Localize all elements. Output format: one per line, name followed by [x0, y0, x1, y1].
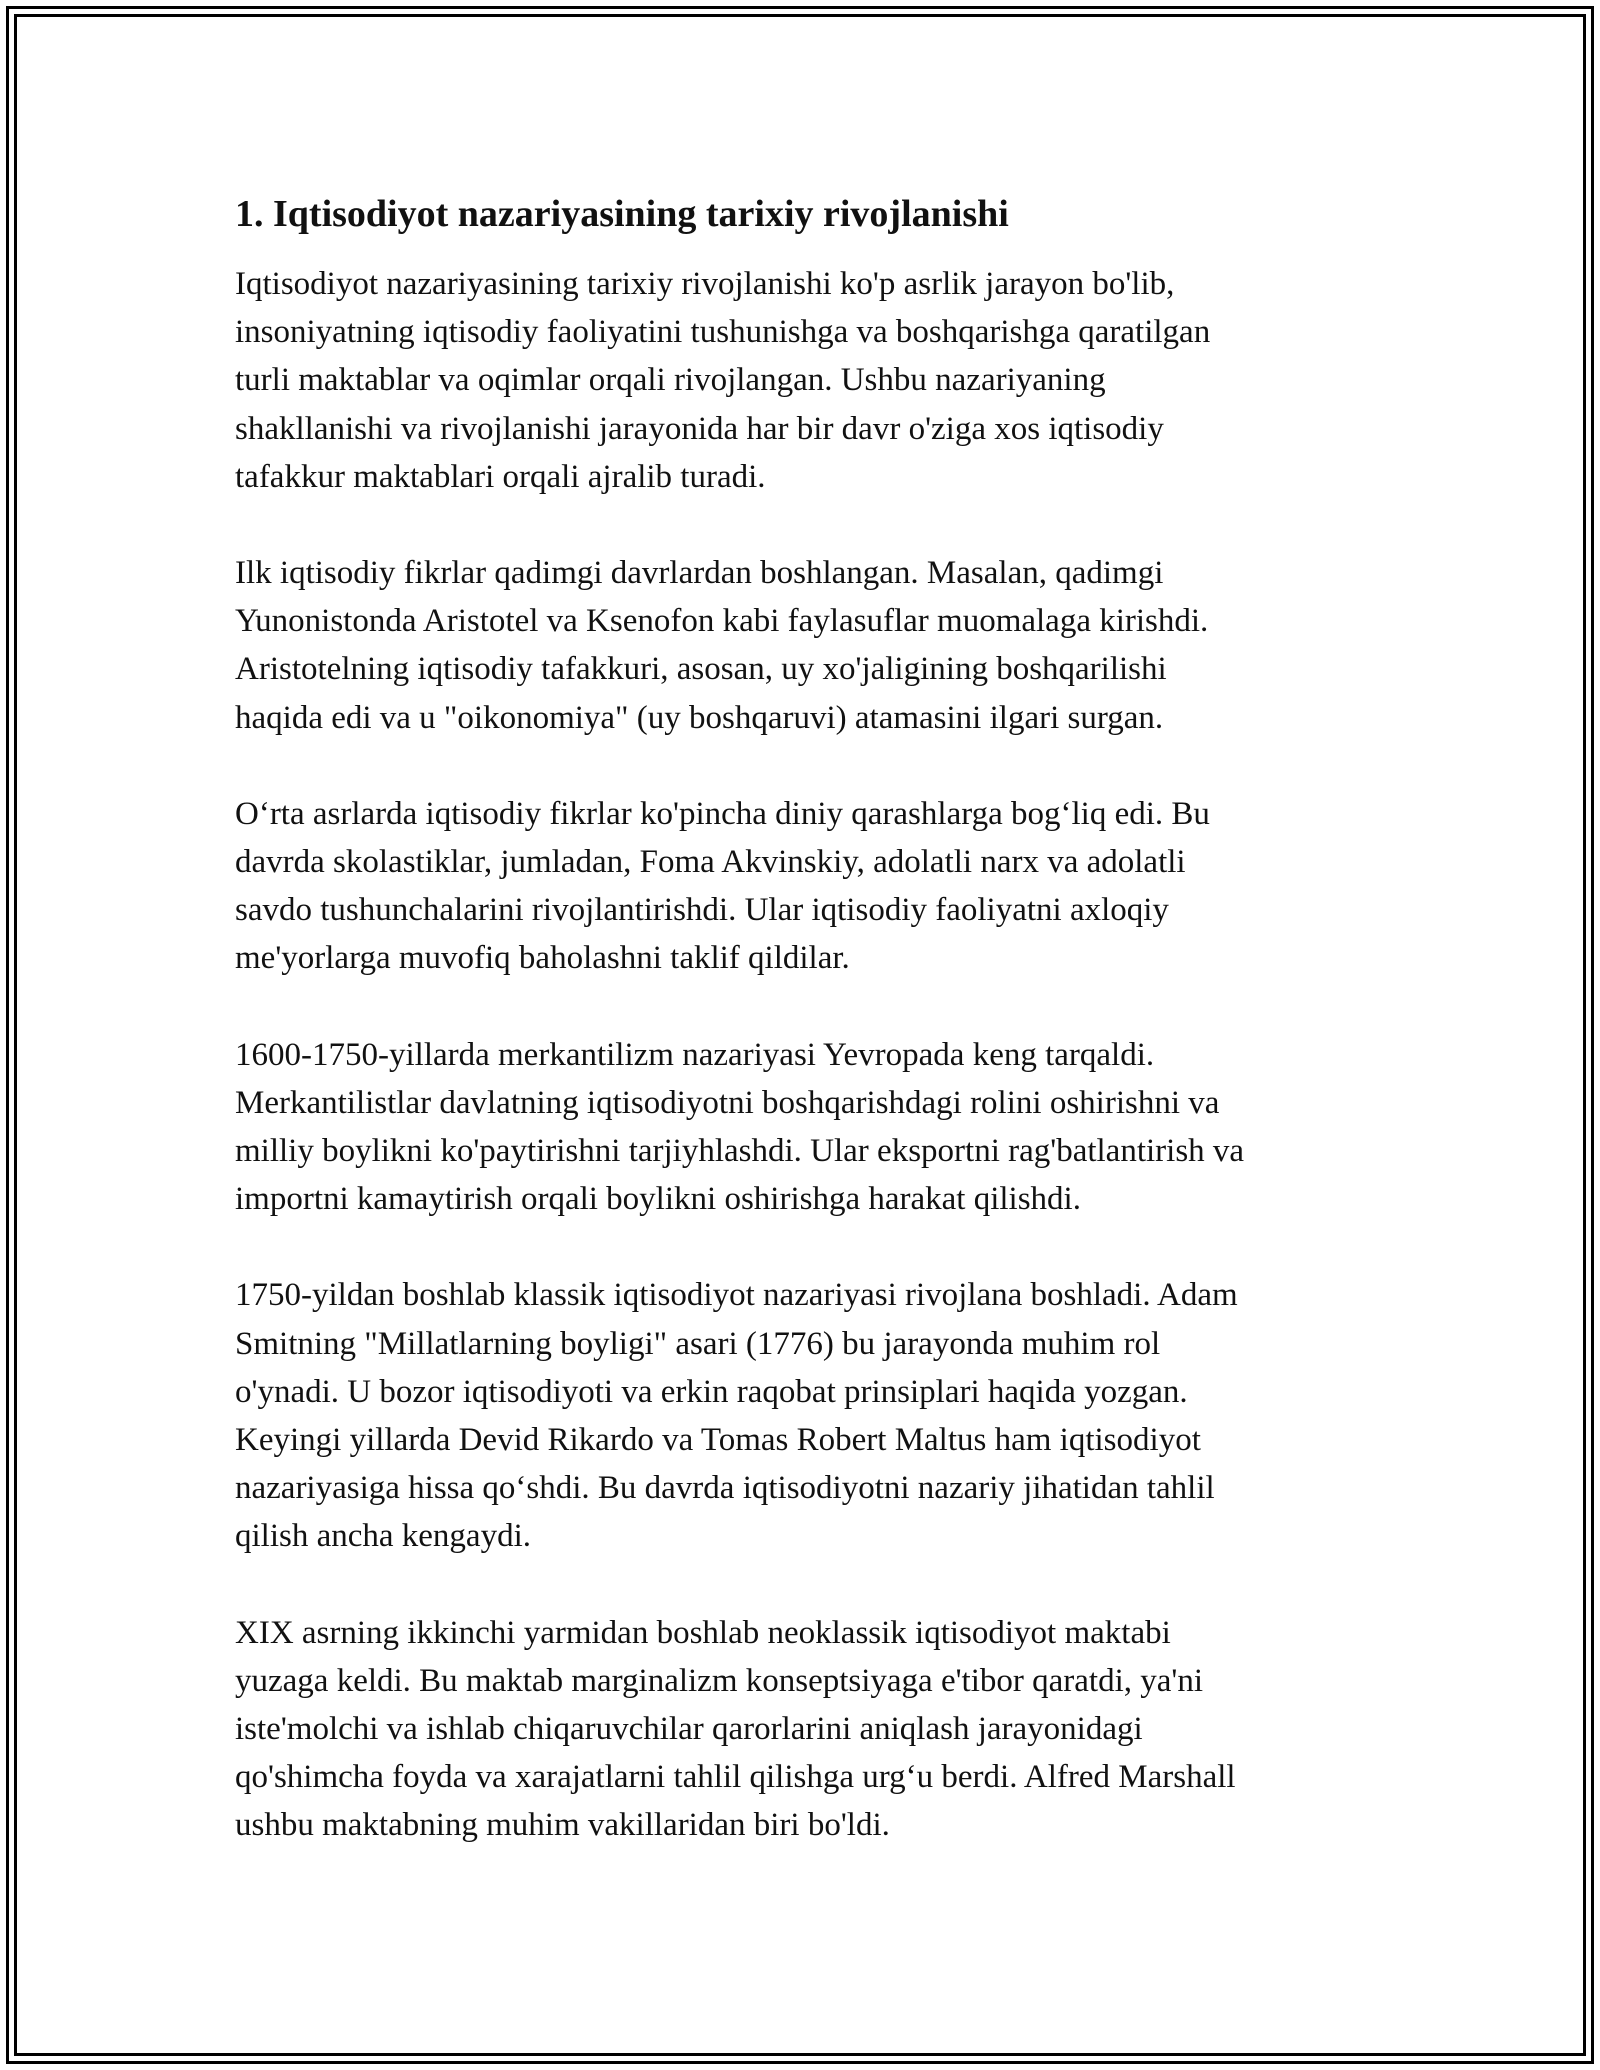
paragraph-ancient: Ilk iqtisodiy fikrlar qadimgi davrlardan boshlangan. Masalan, qadimgi Yunonistonda Aristotel va Ksenofon kabi faylasuflar muomalaga kirishdi. Aristotelning iqtisodiy tafakkuri, asosan, uy xo'jaligining boshqarilishi haqida edi va u "oikonomiya" (uy boshqaruvi) atamasini ilgari surgan.: [235, 555, 1209, 736]
paragraph-mercantilism: 1600-1750-yillarda merkantilizm nazariyasi Yevropada keng tarqaldi. Merkantilistlar davlatning iqtisodiyotni boshqarishdagi rolini oshirishni va milliy boylikni ko'paytirishni tarjiyhlashdi. Ular eksportni rag'batlantirish va importni kamaytirish orqali boylikni oshirishga harakat qilishdi.: [235, 1036, 1245, 1218]
paragraph-middle-ages: O‘rta asrlarda iqtisodiy fikrlar ko'pincha diniy qarashlarga bog‘liq edi. Bu davrda skolastiklar, jumladan, Foma Akvinskiy, adolatli narx va adolatli savdo tushunchalarini rivojlantirishdi. Ular iqtisodiy faoliyatni axloqiy me'yorlarga muvofiq baholashni taklif qildilar.: [235, 795, 1210, 977]
paragraph-intro: Iqtisodiyot nazariyasining tarixiy rivojlanishi ko'p asrlik jarayon bo'lib, insoniyatning iqtisodiy faoliyatini tushunishga va boshqarishga qaratilgan turli maktablar va oqimlar orqali rivojlangan. Ushbu nazariyaning shakllanishi va rivojlanishi jarayonida har bir davr o'ziga xos iqtisodiy tafakkur maktablari orqali ajralib turadi.: [235, 266, 1211, 495]
document-title: 1. Iqtisodiyot nazariyasining tarixiy rivojlanishi: [235, 193, 1009, 235]
paragraph-neoclassical: XIX asrning ikkinchi yarmidan boshlab neoklassik iqtisodiyot maktabi yuzaga keldi. Bu maktab marginalizm konseptsiyaga e'tibor qaratdi, ya'ni iste'molchi va ishlab chiqaruvchilar qarorlarini aniqlash jarayonidagi qo'shimcha foyda va xarajatlarni tahlil qilishga urg‘u berdi. Alfred Marshall ushbu maktabning muhim vakillaridan biri bo'ldi.: [235, 1614, 1236, 1844]
document-page: [235, 190, 1385, 1850]
paragraph-classical: 1750-yildan boshlab klassik iqtisodiyot nazariyasi rivojlana boshladi. Adam Smitning "Millatlarning boyligi" asari (1776) bu jarayonda muhim rol o'ynadi. U bozor iqtisodiyoti va erkin raqobat prinsiplari haqida yozgan. Keyingi yillarda Devid Rikardo va Tomas Robert Maltus ham iqtisodiyot nazariyasiga hissa qo‘shdi. Bu davrda iqtisodiyotni nazariy jihatidan tahlil qilish ancha kengaydi.: [235, 1277, 1238, 1555]
